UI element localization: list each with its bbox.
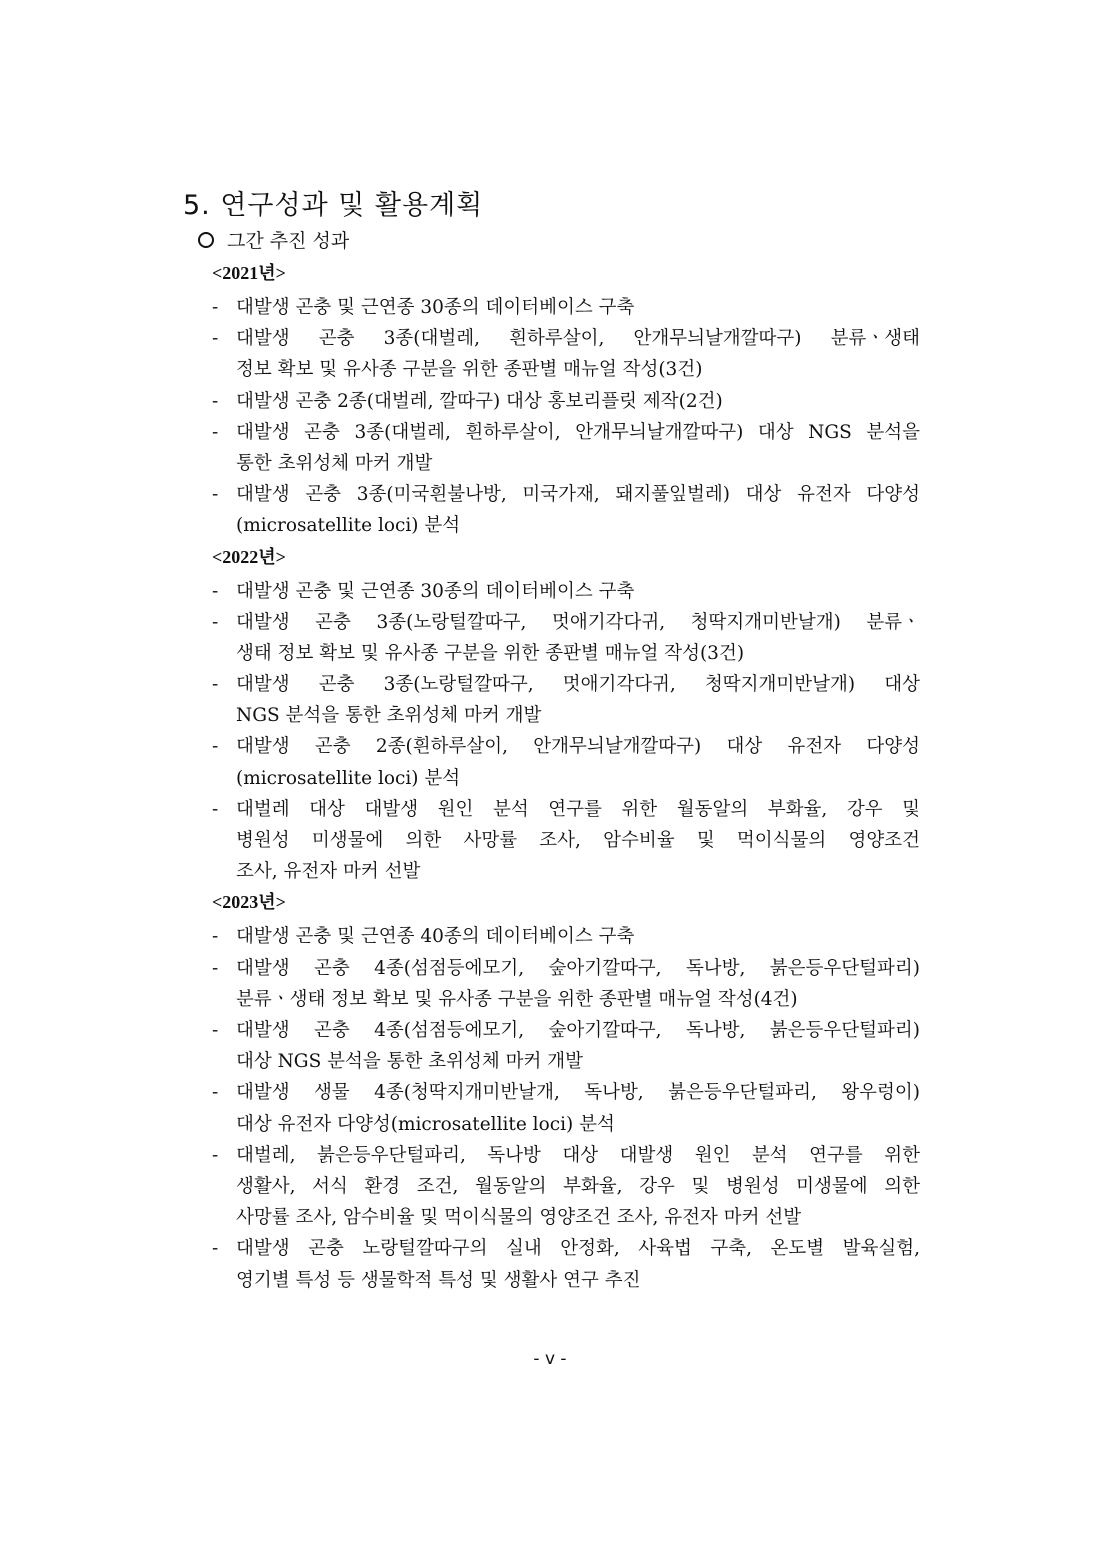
item-text (236, 921, 920, 952)
item-line: 대발생 곤충 4종(섬점등에모기, 숲아기깔따구, 독나방, 붉은등우단털파리) (236, 1020, 920, 1041)
item-text (236, 953, 920, 1015)
item-line: NGS 분석을 통한 초위성체 마커 개발 (236, 705, 542, 727)
dash-bullet: - (212, 390, 219, 412)
item-text (236, 1077, 920, 1139)
item-line: 대발생 곤충 및 근연종 30종의 데이터베이스 구축 (236, 580, 635, 602)
dash-bullet: - (212, 1020, 219, 1041)
item-text (236, 1015, 920, 1077)
item-line: 대상 NGS 분석을 통한 초위성체 마커 개발 (236, 1051, 583, 1073)
item-line: 대발생 곤충 3종(노랑털깔따구, 멋애기각다귀, 청딱지개미반날개) 분류ㆍ (236, 611, 920, 633)
year-heading: <2022년> (212, 546, 286, 567)
item-line: 대상 유전자 다양성(microsatellite loci) 분석 (236, 1113, 615, 1135)
list-item (212, 1015, 920, 1077)
item-line: 생태 정보 확보 및 유사종 구분을 위한 종판별 매뉴얼 작성(3건) (236, 642, 745, 664)
item-line: 대발생 곤충 2종(흰하루살이, 안개무늬날개깔따구) 대상 유전자 다양성 (236, 736, 920, 758)
year-heading: <2021년> (212, 263, 286, 283)
dash-bullet: - (212, 798, 219, 820)
item-text (236, 576, 920, 607)
list-item (212, 292, 920, 323)
dash-bullet: - (212, 1082, 219, 1104)
item-text (236, 386, 920, 417)
item-text (236, 731, 920, 793)
dash-bullet: - (212, 611, 219, 633)
item-line: 생활사, 서식 환경 조건, 월동알의 부화율, 강우 및 병원성 미생물에 의한 (236, 1175, 920, 1197)
dash-bullet: - (212, 736, 219, 758)
item-text (236, 1233, 920, 1295)
dash-bullet: - (212, 957, 219, 979)
item-line: 대벌레 대상 대발생 원인 분석 연구를 위한 월동알의 부화율, 강우 및 (236, 798, 920, 820)
item-line: 영기별 특성 등 생물학적 특성 및 생활사 연구 추진 (236, 1269, 641, 1291)
subheading-text: 그간 추진 성과 (227, 230, 350, 252)
list-item (212, 669, 920, 731)
year-heading: <2023년> (212, 892, 286, 913)
item-line: 통한 초위성체 마커 개발 (236, 452, 433, 474)
item-line: 대발생 곤충 3종(대벌레, 흰하루살이, 안개무늬날개깔따구) 대상 NGS 분석을 (236, 421, 920, 443)
item-line: 병원성 미생물에 의한 사망률 조사, 암수비율 및 먹이식물의 영양조건 (236, 830, 920, 852)
item-text (236, 417, 920, 479)
list-item (212, 921, 920, 952)
list-item (212, 1140, 920, 1234)
section-title: 5. 연구성과 및 활용계획 (183, 190, 484, 221)
list-item (212, 479, 920, 541)
circle-bullet-icon (198, 232, 214, 248)
item-line: (microsatellite loci) 분석 (236, 767, 461, 789)
item-text (236, 323, 920, 385)
subheading (198, 226, 349, 253)
item-line: 대발생 곤충 3종(미국흰불나방, 미국가재, 돼지풀잎벌레) 대상 유전자 다양성 (236, 484, 920, 506)
item-line: 대벌레, 붉은등우단털파리, 독나방 대상 대발생 원인 분석 연구를 위한 (236, 1144, 920, 1166)
list-item (212, 731, 920, 793)
list-item (212, 1233, 920, 1295)
dash-bullet: - (212, 674, 219, 696)
list-item (212, 1077, 920, 1139)
item-text (236, 479, 920, 541)
item-line: 분류ㆍ생태 정보 확보 및 유사종 구분을 위한 종판별 매뉴얼 작성(4건) (236, 988, 798, 1010)
list-item (212, 323, 920, 385)
list-item (212, 953, 920, 1015)
item-line: 대발생 곤충 4종(섬점등에모기, 숲아기깔따구, 독나방, 붉은등우단털파리) (236, 957, 920, 979)
item-line: 대발생 곤충 2종(대벌레, 깔따구) 대상 홍보리플릿 제작(2건) (236, 390, 723, 412)
dash-bullet: - (212, 926, 219, 948)
item-text (236, 794, 920, 888)
item-line: 대발생 곤충 3종(노랑털깔따구, 멋애기각다귀, 청딱지개미반날개) 대상 (236, 674, 920, 696)
item-text (236, 1140, 920, 1234)
item-line: 대발생 생물 4종(청딱지개미반날개, 독나방, 붉은등우단털파리, 왕우렁이) (236, 1082, 920, 1104)
item-line: (microsatellite loci) 분석 (236, 515, 461, 537)
achievements-body (212, 258, 920, 1296)
dash-bullet: - (212, 1238, 219, 1260)
dash-bullet: - (212, 328, 219, 350)
item-line: 조사, 유전자 마커 선발 (236, 861, 421, 883)
item-line: 대발생 곤충 노랑털깔따구의 실내 안정화, 사육법 구축, 온도별 발육실험, (236, 1238, 920, 1260)
list-item (212, 794, 920, 888)
dash-bullet: - (212, 297, 219, 318)
list-item (212, 417, 920, 479)
list-item (212, 576, 920, 607)
item-text (236, 292, 920, 323)
item-line: 대발생 곤충 3종(대벌레, 흰하루살이, 안개무늬날개깔따구) 분류ㆍ생태 (236, 328, 920, 350)
item-line: 사망률 조사, 암수비율 및 먹이식물의 영양조건 조사, 유전자 마커 선발 (236, 1207, 802, 1229)
page-number: - v - (533, 1349, 567, 1369)
item-text (236, 669, 920, 731)
list-item (212, 386, 920, 417)
item-line: 대발생 곤충 및 근연종 30종의 데이터베이스 구축 (236, 297, 635, 318)
dash-bullet: - (212, 580, 219, 602)
item-text (236, 607, 920, 669)
dash-bullet: - (212, 1144, 219, 1166)
dash-bullet: - (212, 421, 219, 443)
dash-bullet: - (212, 484, 219, 506)
list-item (212, 607, 920, 669)
item-line: 대발생 곤충 및 근연종 40종의 데이터베이스 구축 (236, 926, 635, 948)
item-line: 정보 확보 및 유사종 구분을 위한 종판별 매뉴얼 작성(3건) (236, 359, 703, 381)
